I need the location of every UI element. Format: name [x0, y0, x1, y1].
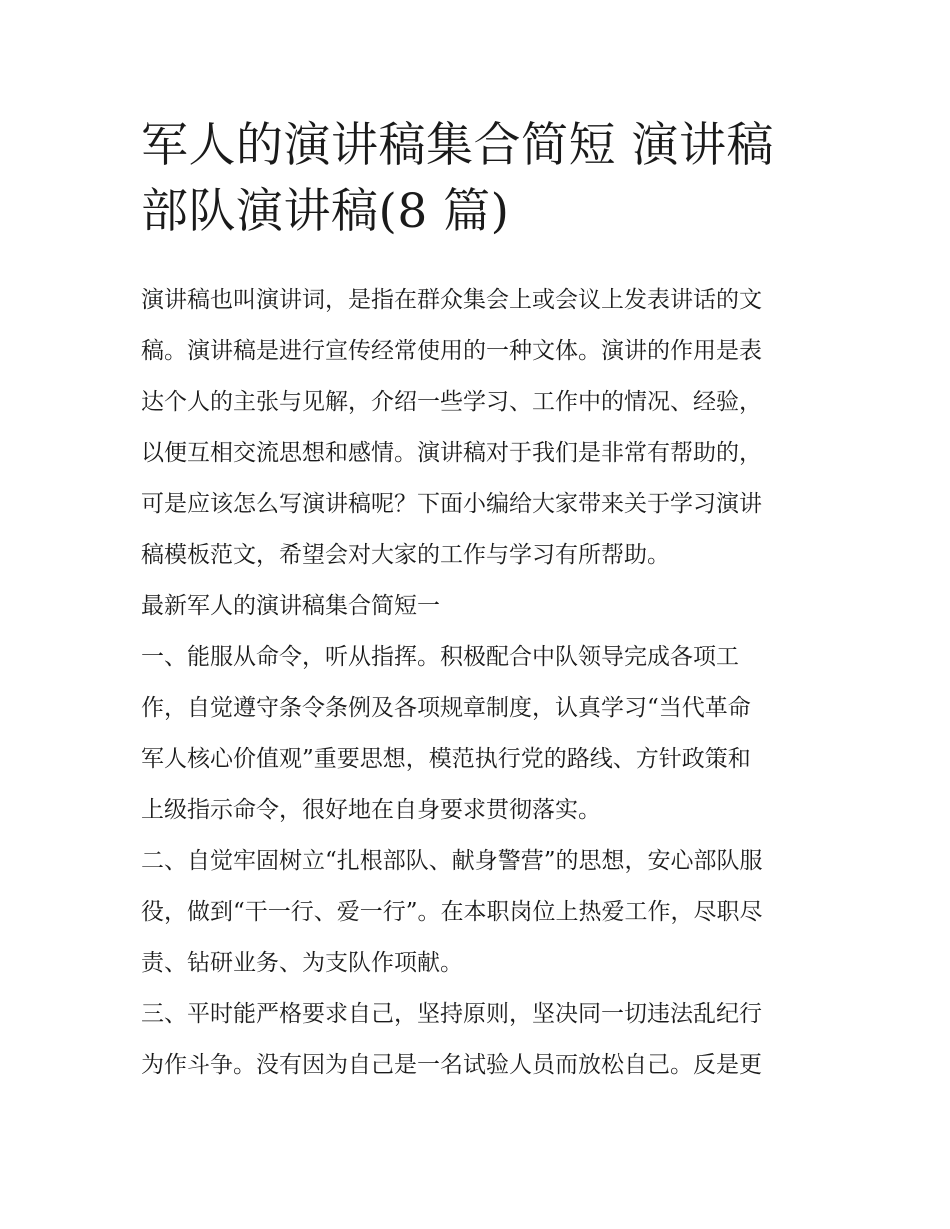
body-line: 以便互相交流思想和感情。演讲稿对于我们是非常有帮助的，: [141, 440, 762, 466]
document-body: [141, 283, 821, 1099]
body-line: 作，自觉遵守条令条例及各项规章制度，认真学习“当代革命: [141, 695, 751, 721]
body-line: 稿模板范文，希望会对大家的工作与学习有所帮助。: [141, 542, 670, 568]
body-line: 三、平时能严格要求自己，坚持原则，坚决同一切违法乱纪行: [141, 1001, 762, 1027]
body-line: 军人核心价值观”重要思想，模范执行党的路线、方针政策和: [141, 746, 751, 772]
body-line: 上级指示命令，很好地在自身要求贯彻落实。: [141, 797, 601, 823]
section-heading: 最新军人的演讲稿集合简短一: [141, 593, 440, 619]
body-line: 为作斗争。没有因为自己是一名试验人员而放松自己。反是更: [141, 1052, 762, 1078]
title-line-1: 军人的演讲稿集合简短 演讲稿: [141, 118, 774, 173]
body-line: 演讲稿也叫演讲词，是指在群众集会上或会议上发表讲话的文: [141, 287, 762, 313]
body-line: 达个人的主张与见解，介绍一些学习、工作中的情况、经验，: [141, 389, 762, 415]
body-line: 稿。演讲稿是进行宣传经常使用的一种文体。演讲的作用是表: [141, 338, 762, 364]
body-line: 责、钻研业务、为支队作项献。: [141, 950, 463, 976]
body-line: 一、能服从命令，听从指挥。积极配合中队领导完成各项工: [141, 644, 739, 670]
title-line-2: 部队演讲稿(8 篇): [141, 184, 510, 239]
body-line: 可是应该怎么写演讲稿呢？下面小编给大家带来关于学习演讲: [141, 491, 762, 517]
body-line: 二、自觉牢固树立“扎根部队、献身警营”的思想，安心部队服: [141, 848, 763, 874]
body-line: 役，做到“干一行、爱一行”。在本职岗位上热爱工作，尽职尽: [141, 899, 763, 925]
document-title: [141, 113, 841, 245]
